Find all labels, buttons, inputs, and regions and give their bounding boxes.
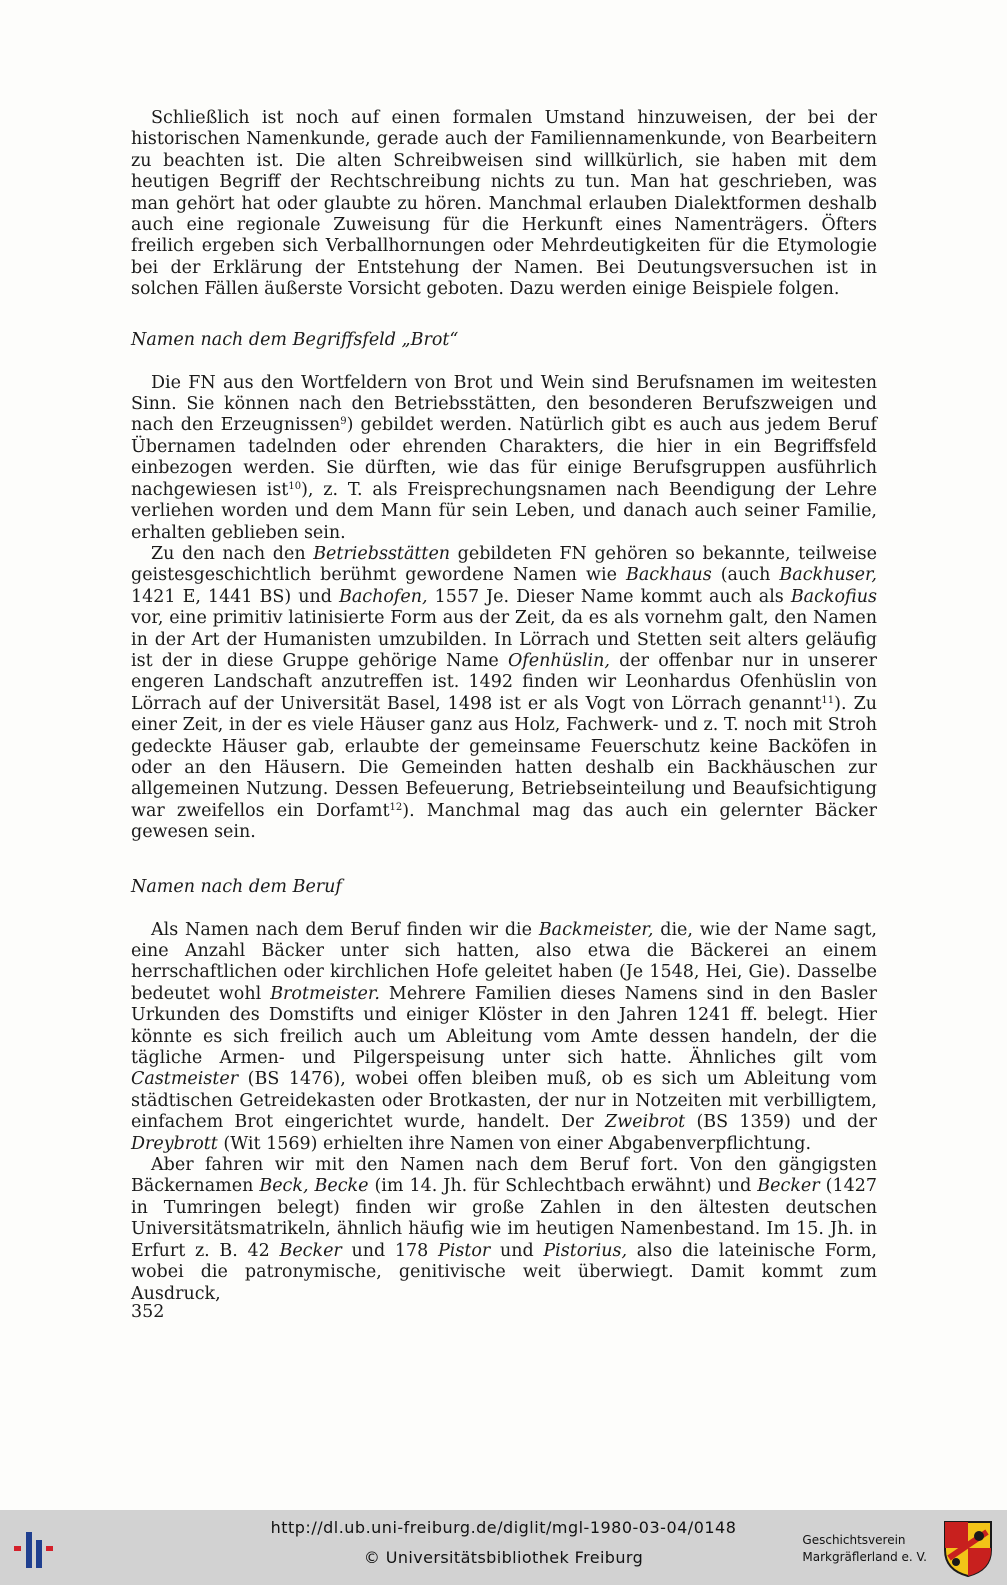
- paragraph-4: Als Namen nach dem Beruf finden wir die Backmeister, die, wie der Name sagt, eine Anzahl Bäcker unter sich hatten, also etwa die Bäckerei an einem herrschaftlichen oder kirchlichen Hofe geleitet haben (Je 1548, Hei, Gie). Dasselbe bedeutet wohl Brotmeister. Mehrere Familien dieses Namens sind in den Basler Urkunden des Domstifts und einiger Klöster in den Jahren 1241 ff. belegt. Hier könnte es sich freilich auch um Ableitung vom Amte dessen handeln, der die tägliche Armen- und Pilgerspeisung unter sich hatte. Ähnliches gilt vom Castmeister (BS 1476), wobei offen bleiben muß, ob es sich um Ableitung vom städtischen Getreidekasten oder Brotkasten, der nur in Notzeiten mit verbilligtem, einfachem Brot eingerichtet wurde, handelt. Der Zweibrot (BS 1359) und der Dreybrott (Wit 1569) erhielten ihre Namen von einer Abgabenverpflichtung.: [131, 919, 877, 1154]
- section-heading-beruf: Namen nach dem Beruf: [131, 876, 342, 897]
- paragraph-1: Schließlich ist noch auf einen formalen Umstand hinzuweisen, der bei der historischen Namenkunde, gerade auch der Familiennamenkunde, von Bearbeitern zu beachten ist. Die alten Schreibweisen sind willkürlich, sie haben mit dem heutigen Begriff der Rechtschreibung nichts zu tun. Man hat geschrieben, was man gehört hat oder glaubte zu hören. Manchmal erlauben Dialektformen deshalb auch eine regionale Zuweisung für die Herkunft eines Namenträgers. Öfters freilich ergeben sich Verballhornungen oder Mehrdeutigkeiten für die Etymologie bei der Erklärung der Entstehung der Namen. Bei Deutungsversuchen ist in solchen Fällen äußerste Vorsicht geboten. Dazu werden einige Beispiele folgen.: [131, 108, 877, 300]
- paragraph-5: Aber fahren wir mit den Namen nach dem Beruf fort. Von den gängigsten Bäckernamen Beck, Becke (im 14. Jh. für Schlechtbach erwähnt) und Becker (1427 in Tumringen belegt) finden wir große Zahlen in den ältesten deutschen Universitätsmatrikeln, ähnlich häufig wie im heutigen Namenbestand. Im 15. Jh. in Erfurt z. B. 42 Becker und 178 Pistor und Pistorius, also die lateinische Form, wobei die patronymische, genitivische weit überwiegt. Damit kommt zum Ausdruck,: [131, 1155, 877, 1304]
- paragraph-2: Die FN aus den Wortfeldern von Brot und Wein sind Berufsnamen im weitesten Sinn. Sie können nach den Betriebsstätten, den besonderen Berufszweigen und nach den Erzeugnissen$^9$) gebildet werden. Natürlich gibt es auch aus jedem Beruf Übernamen tadelnden oder ehrenden Charakters, die hier in ein Begriffsfeld einbezogen werden. Sie dürften, wie das für einige Berufsgruppen ausführlich nachgewiesen ist$^{10}$), z. T. als Freisprechungsnamen nach Beendigung der Lehre verliehen worden und dem Mann für sein Leben, und danach auch seiner Familie, erhalten geblieben sein.: [131, 372, 877, 543]
- page-number: 352: [131, 1302, 165, 1322]
- society-name: Geschichtsverein Markgräflerland e. V.: [802, 1533, 927, 1564]
- footnote-ref[interactable]: 10: [288, 480, 302, 492]
- paragraph-3: Zu den nach den Betriebsstätten gebildeten FN gehören so bekannte, teilweise geistesgeschichtlich berühmt gewordene Namen wie Backhaus (auch Backhuser, 1421 E, 1441 BS) und Bachofen, 1557 Je. Dieser Name kommt auch als Backofius vor, eine primitiv latinisierte Form aus der Zeit, da es als vornehm galt, den Namen in der Art der Humanisten umzubilden. In Lörrach und Stetten seit alters geläufig ist der in diese Gruppe gehörige Name Ofenhüslin, der offenbar nur in unserer engeren Landschaft anzutreffen ist. 1492 finden wir Leonhardus Ofenhüslin von Lörrach auf der Universität Basel, 1498 ist er als Vogt von Lörrach genannt$^{11}$). Zu einer Zeit, in der es viele Häuser ganz aus Holz, Fachwerk- und z. T. noch mit Stroh gedeckte Häuser gab, erlaubte der gemeinsame Feuerschutz keine Backöfen in oder an den Häusern. Die Gemeinden hatten deshalb ein Backhäuschen zur allgemeinen Nutzung. Dessen Befeuerung, Betriebseinteilung und Beaufsichtigung war zweifellos ein Dorfamt$^{12}$). Manchmal mag das auch ein gelernter Bäcker gewesen sein.: [131, 543, 878, 843]
- text-column: [131, 108, 877, 1305]
- footnote-ref[interactable]: 12: [389, 801, 403, 813]
- footnote-ref[interactable]: 9: [340, 416, 347, 428]
- coat-of-arms-icon[interactable]: [941, 1518, 995, 1578]
- footer-bar: [0, 1510, 1007, 1585]
- copyright-notice: © Universitätsbibliothek Freiburg: [363, 1548, 644, 1567]
- section-heading-brot: Namen nach dem Begriffsfeld „Brot“: [131, 329, 459, 350]
- source-url-link[interactable]: http://dl.ub.uni-freiburg.de/diglit/mgl-1980-03-04/0148: [270, 1518, 737, 1537]
- footnote-ref[interactable]: 11: [821, 694, 835, 706]
